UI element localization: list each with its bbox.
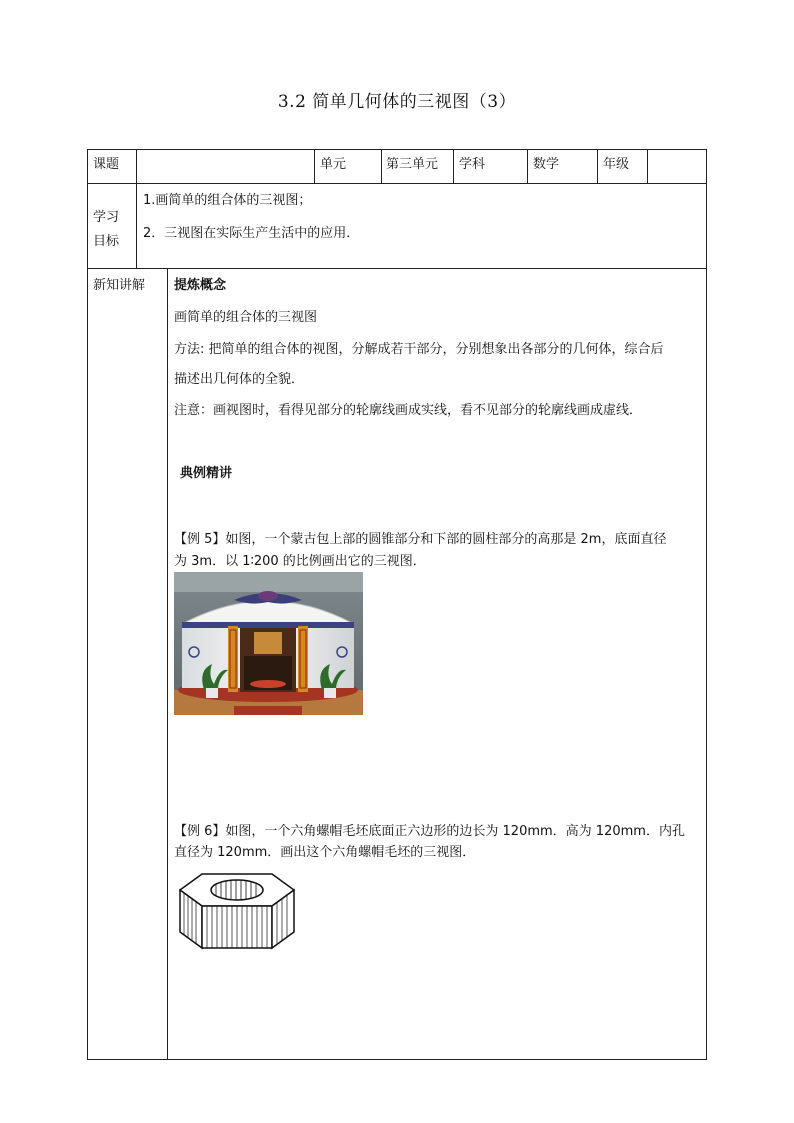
concept-topic: 画简单的组合体的三视图	[174, 310, 318, 325]
subject-label: 学科	[459, 157, 486, 172]
header-col-divider-4	[527, 149, 528, 183]
objective-item-1: 1.画简单的组合体的三视图；	[143, 193, 312, 208]
header-col-divider-2	[381, 149, 382, 183]
table-border-top	[87, 149, 707, 150]
label-column-divider-bottom	[167, 268, 168, 1059]
lesson-label: 课题	[93, 157, 120, 172]
concept-heading: 提炼概念	[174, 278, 227, 293]
table-border-left	[87, 149, 88, 1059]
table-row-divider-1	[87, 183, 707, 184]
method-line-2: 描述出几何体的全貌．	[174, 372, 305, 387]
unit-label: 单元	[320, 157, 347, 172]
yurt-picture	[174, 572, 363, 715]
table-border-right	[706, 149, 707, 1059]
example5-line-1: 【例 5】如图，一个蒙古包上部的圆锥部分和下部的圆柱部分的高那是 2m，底面直径	[174, 532, 667, 547]
hex-nut-image	[174, 868, 299, 953]
header-col-divider-5	[597, 149, 598, 183]
new-knowledge-label: 新知讲解	[93, 278, 146, 293]
example6-line-1: 【例 6】如图，一个六角螺帽毛坯底面正六边形的边长为 120mm．高为 120mm．内孔	[174, 824, 685, 839]
unit-value: 第三单元	[386, 157, 439, 172]
objective-item-2: 2．三视图在实际生产生活中的应用．	[143, 226, 360, 241]
note-line: 注意：画视图时，看得见部分的轮廓线画成实线，看不见部分的轮廓线画成虚线．	[174, 403, 643, 418]
hex-nut-drawing	[174, 868, 299, 953]
example6-line-2: 直径为 120mm．画出这个六角螺帽毛坯的三视图．	[174, 845, 476, 860]
page-title: 3.2 简单几何体的三视图（3）	[277, 92, 517, 112]
header-col-divider-1	[314, 149, 315, 183]
table-row-divider-2	[87, 268, 707, 269]
label-column-divider-top	[136, 149, 137, 268]
header-col-divider-6	[647, 149, 648, 183]
table-border-bottom	[87, 1059, 707, 1060]
objectives-label-line1: 学习	[93, 210, 120, 225]
header-col-divider-3	[453, 149, 454, 183]
subject-value: 数学	[533, 157, 560, 172]
examples-heading: 典例精讲	[180, 466, 233, 481]
grade-label: 年级	[603, 157, 630, 172]
objectives-label-line2: 目标	[93, 234, 120, 249]
example5-line-2: 为 3m．以 1∶200 的比例画出它的三视图．	[174, 554, 426, 569]
yurt-image	[174, 572, 363, 715]
method-line-1: 方法: 把简单的组合体的视图，分解成若干部分，分别想象出各部分的几何体，综合后	[174, 342, 664, 357]
